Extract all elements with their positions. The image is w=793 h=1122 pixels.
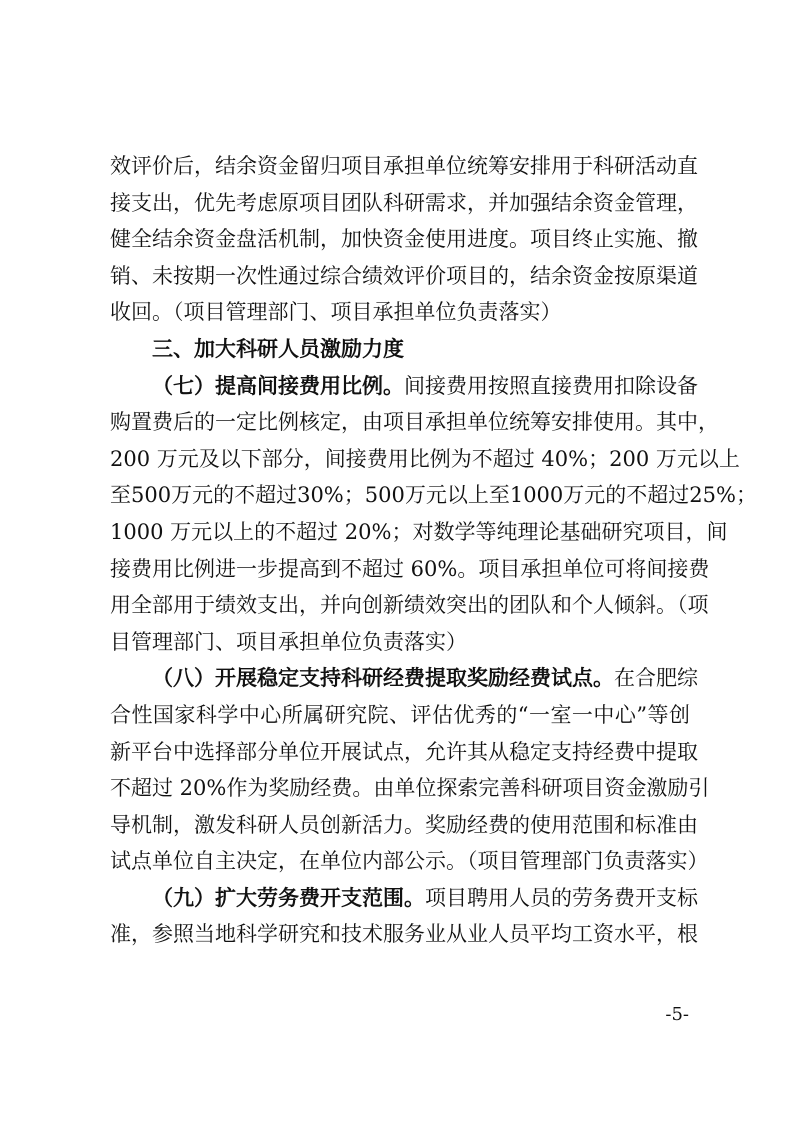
text-line: 合性国家科学中心所属研究院、评估优秀的“一室一中心”等创 [110,702,690,727]
text-line: 200 万元及以下部分，间接费用比例为不超过 40%；200 万元以上 [110,446,740,471]
text-line: 目管理部门、项目承担单位负责落实） [110,629,467,654]
text-line [110,660,698,697]
text-line: 销、未按期一次性通过综合绩效评价项目的，结余资金按原渠道 [110,263,698,288]
paragraph-item-9 [110,880,698,953]
page-number: -5- [665,1004,689,1025]
item-heading: （八）开展稳定支持科研经费提取奖励经费试点。 [152,666,614,691]
item-heading: （九）扩大劳务费开支范围。 [152,885,425,910]
text-line: 购置费后的一定比例核定，由项目承担单位统筹安排使用。其中， [110,410,719,435]
document-body [110,148,757,953]
text-line: 不超过 20%作为奖励经费。由单位探索完善科研项目资金激励引 [110,776,710,801]
text-line: 准，参照当地科学研究和技术服务业从业人员平均工资水平，根 [110,922,698,947]
paragraph-item-7 [110,368,757,661]
item-text: 在合肥综 [614,666,698,691]
text-line: 导机制，激发科研人员创新活力。奖励经费的使用范围和标准由 [110,812,698,837]
paragraph-carryover [110,148,698,331]
text-line: 接费用比例进一步提高到不超过 60%。项目承担单位可将间接费 [110,556,710,581]
section-heading: 三、加大科研人员激励力度 [152,336,404,361]
item-text: 间接费用按照直接费用扣除设备 [404,373,698,398]
text-line: 健全结余资金盘活机制，加快资金使用进度。项目终止实施、撤 [110,227,698,252]
text-line: 接支出，优先考虑原项目团队科研需求，并加强结余资金管理， [110,190,698,215]
text-line: 用全部用于绩效支出，并向创新绩效突出的团队和个人倾斜。（项 [110,593,709,618]
text-line: 至500万元的不超过30%；500万元以上至1000万元的不超过25%； [110,483,757,508]
text-line [110,368,698,405]
text-line [110,880,698,917]
text-line: 试点单位自主决定，在单位内部公示。（项目管理部门负责落实） [110,849,709,874]
text-line: 新平台中选择部分单位开展试点，允许其从稳定支持经费中提取 [110,739,698,764]
item-heading: （七）提高间接费用比例。 [152,373,404,398]
item-text: 项目聘用人员的劳务费开支标 [425,885,698,910]
text-line: 1000 万元以上的不超过 20%；对数学等纯理论基础研究项目，间 [110,519,728,544]
paragraph-item-8 [110,660,710,880]
text-line: 收回。（项目管理部门、项目承担单位负责落实） [110,300,562,325]
text-line: 效评价后，结余资金留归项目承担单位统筹安排用于科研活动直 [110,154,698,178]
